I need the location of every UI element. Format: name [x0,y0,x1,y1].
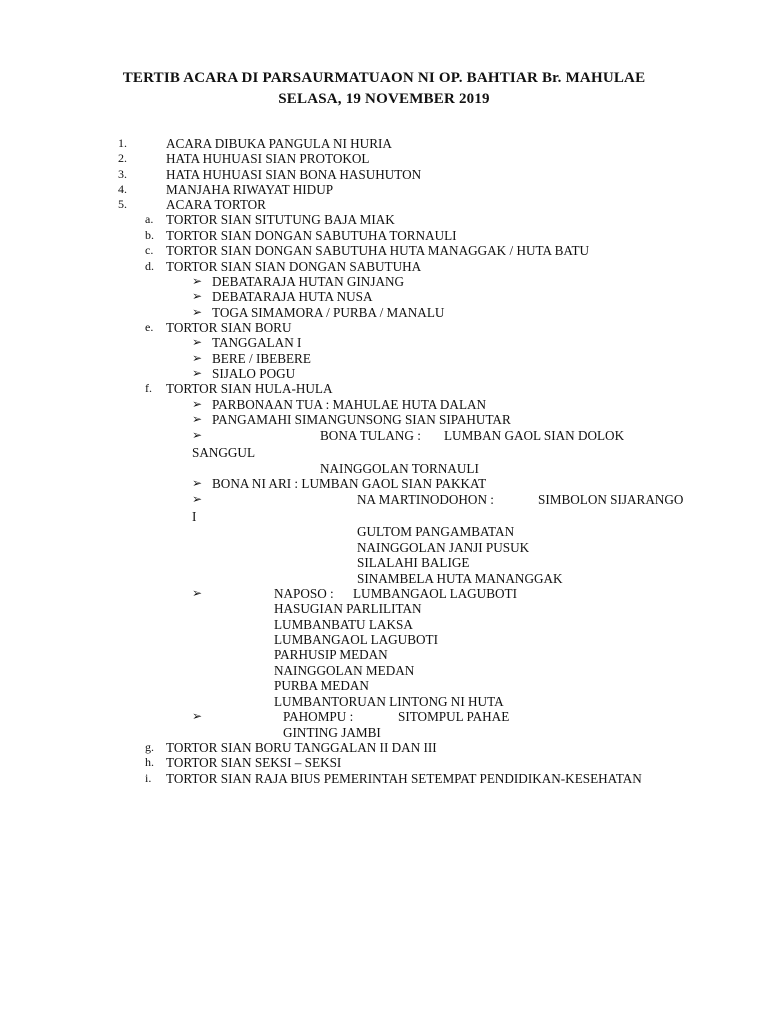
pahompu-label: PAHOMPU : [283,709,354,724]
subitem-text: TORTOR SIAN DONGAN SABUTUHA HUTA MANAGGAK / HUTA BATU [166,243,590,258]
subitem-text: TORTOR SIAN RAJA BIUS PEMERINTAH SETEMPAT PENDIDIKAN-KESEHATAN [166,771,642,786]
subitem-text: TORTOR SIAN SITUTUNG BAJA MIAK [166,212,395,227]
arrow-bullet-icon: ➢ [192,351,203,365]
naposo-item: LUMBANGAOL LAGUBOTI [274,632,438,647]
document-date: SELASA, 19 NOVEMBER 2019 [278,91,490,107]
arrow-bullet-icon: ➢ [192,412,203,426]
bullet-text: TOGA SIMAMORA / PURBA / MANALU [212,305,445,320]
subitem-letter: d. [145,259,154,273]
subitem-letter: a. [145,212,154,226]
naposo-item: LUMBANBATU LAKSA [274,617,413,632]
naposo-value: LUMBANGAOL LAGUBOTI [353,586,517,601]
naposo-label: NAPOSO : [274,586,334,601]
subitem-letter: h. [145,755,154,769]
item-number: 1. [118,136,127,150]
arrow-bullet-icon: ➢ [192,289,203,303]
subitem-text: TORTOR SIAN SEKSI – SEKSI [166,755,342,770]
pahompu-item: GINTING JAMBI [283,725,381,740]
item-text: ACARA DIBUKA PANGULA NI HURIA [166,136,392,151]
na-martinodohon-value: SIMBOLON SIJARANGO [538,492,684,507]
na-martinodohon-label: NA MARTINODOHON : [357,492,494,507]
subitem-letter: f. [145,381,152,395]
subitem-letter: b. [145,228,154,242]
item-text: HATA HUHUASI SIAN BONA HASUHUTON [166,167,422,182]
subitem-letter: c. [145,243,154,257]
arrow-bullet-icon: ➢ [192,397,203,411]
arrow-bullet-icon: ➢ [192,709,203,723]
bullet-text: BONA NI ARI : LUMBAN GAOL SIAN PAKKAT [212,476,487,491]
naposo-item: PARHUSIP MEDAN [274,647,388,662]
bullet-text: BERE / IBEBERE [212,351,311,366]
item-number: 4. [118,182,127,196]
na-martinodohon-item: NAINGGOLAN JANJI PUSUK [357,540,530,555]
na-martinodohon-wrap: I [192,509,197,524]
bullet-text: TANGGALAN I [212,335,302,350]
item-number: 2. [118,151,127,165]
bullet-text: SIJALO POGU [212,366,296,381]
subitem-letter: e. [145,320,154,334]
subitem-text: TORTOR SIAN SIAN DONGAN SABUTUHA [166,259,422,274]
arrow-bullet-icon: ➢ [192,366,203,380]
subitem-text: TORTOR SIAN BORU TANGGALAN II DAN III [166,740,437,755]
arrow-bullet-icon: ➢ [192,274,203,288]
bullet-text: PANGAMAHI SIMANGUNSONG SIAN SIPAHUTAR [212,412,511,427]
bullet-text: DEBATARAJA HUTA NUSA [212,289,373,304]
bullet-text: DEBATARAJA HUTAN GINJANG [212,274,405,289]
item-text: ACARA TORTOR [166,197,266,212]
arrow-bullet-icon: ➢ [192,305,203,319]
subitem-text: TORTOR SIAN HULA-HULA [166,381,333,396]
bona-tulang-label: BONA TULANG : [320,428,421,443]
item-text: MANJAHA RIWAYAT HIDUP [166,182,334,197]
arrow-bullet-icon: ➢ [192,428,203,442]
bona-tulang-value: LUMBAN GAOL SIAN DOLOK [444,428,625,443]
arrow-bullet-icon: ➢ [192,476,203,490]
document-title: TERTIB ACARA DI PARSAURMATUAON NI OP. BAHTIAR Br. MAHULAE [122,70,646,86]
pahompu-value: SITOMPUL PAHAE [398,709,510,724]
item-number: 3. [118,167,127,181]
arrow-bullet-icon: ➢ [192,492,203,506]
na-martinodohon-item: SINAMBELA HUTA MANANGGAK [357,571,563,586]
subitem-text: TORTOR SIAN BORU [166,320,292,335]
naposo-item: PURBA MEDAN [274,678,369,693]
item-number: 5. [118,197,127,211]
arrow-bullet-icon: ➢ [192,335,203,349]
subitem-text: TORTOR SIAN DONGAN SABUTUHA TORNAULI [166,228,457,243]
arrow-bullet-icon: ➢ [192,586,203,600]
subitem-letter: i. [145,771,152,785]
bona-tulang-wrap: SANGGUL [192,445,256,460]
naposo-item: HASUGIAN PARLILITAN [274,601,422,616]
naposo-item: NAINGGOLAN MEDAN [274,663,415,678]
bona-tulang-extra: NAINGGOLAN TORNAULI [320,461,479,476]
na-martinodohon-item: GULTOM PANGAMBATAN [357,524,515,539]
bullet-text: PARBONAAN TUA : MAHULAE HUTA DALAN [212,397,487,412]
subitem-letter: g. [145,740,154,754]
naposo-item: LUMBANTORUAN LINTONG NI HUTA [274,694,504,709]
na-martinodohon-item: SILALAHI BALIGE [357,555,470,570]
item-text: HATA HUHUASI SIAN PROTOKOL [166,151,370,166]
